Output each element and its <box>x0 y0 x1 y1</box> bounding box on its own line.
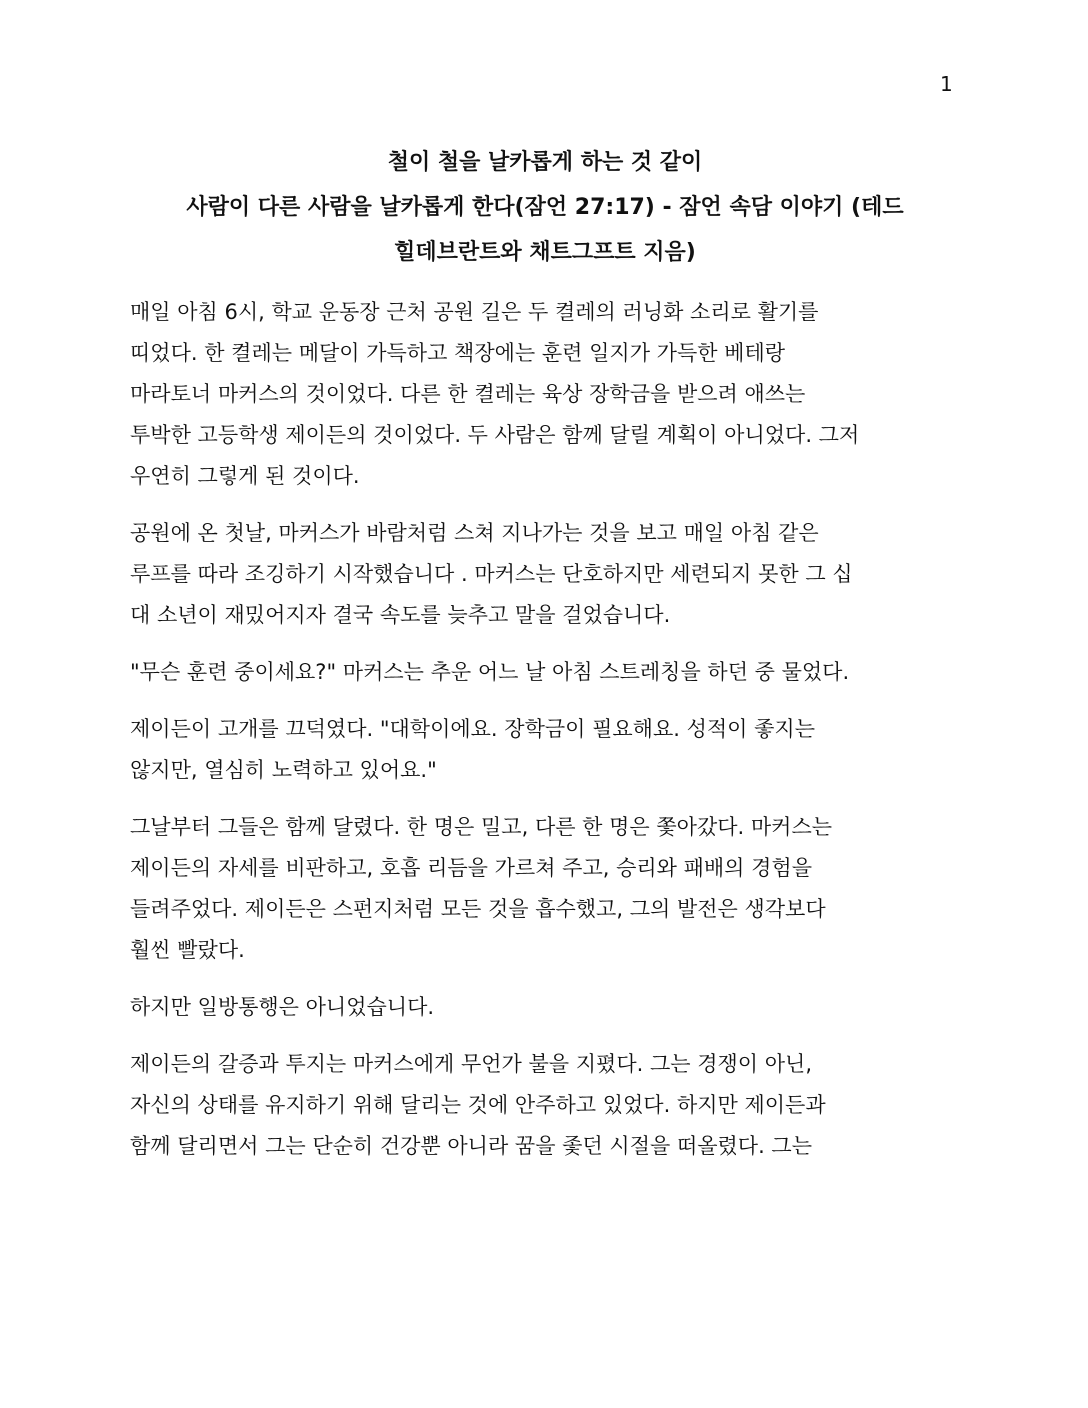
paragraph-4 <box>130 709 960 791</box>
paragraph-7 <box>130 1044 960 1167</box>
text-line: 하지만 일방통행은 아니었습니다. <box>130 995 435 1019</box>
text-line: "무슨 훈련 중이세요?" 마커스는 추운 어느 날 아침 스트레칭을 하던 중 물었다. <box>130 660 850 684</box>
text-line: 않지만, 열심히 노력하고 있어요." <box>130 758 437 782</box>
text-line: 공원에 온 첫날, 마커스가 바람처럼 스쳐 지나가는 것을 보고 매일 아침 같은 <box>130 521 819 545</box>
text-line: 자신의 상태를 유지하기 위해 달리는 것에 안주하고 있었다. 하지만 제이든과 <box>130 1093 826 1117</box>
paragraph-5 <box>130 807 960 971</box>
document-title <box>130 140 960 275</box>
paragraph-2 <box>130 513 960 636</box>
text-line: 우연히 그렇게 된 것이다. <box>130 464 360 488</box>
text-line: 투박한 고등학생 제이든의 것이었다. 두 사람은 함께 달릴 계획이 아니었다. 그저 <box>130 423 860 447</box>
paragraph-3 <box>130 652 960 693</box>
document-body <box>130 292 960 1183</box>
page-number: 1 <box>940 72 953 96</box>
paragraph-6 <box>130 987 960 1028</box>
text-line: 들려주었다. 제이든은 스펀지처럼 모든 것을 흡수했고, 그의 발전은 생각보다 <box>130 897 826 921</box>
text-line: 매일 아침 6시, 학교 운동장 근처 공원 길은 두 켤레의 러닝화 소리로 활기를 <box>130 300 819 324</box>
text-line: 대 소년이 재밌어지자 결국 속도를 늦추고 말을 걸었습니다. <box>130 603 671 627</box>
text-line: 띠었다. 한 켤레는 메달이 가득하고 책장에는 훈련 일지가 가득한 베테랑 <box>130 341 786 365</box>
text-line: 제이든의 자세를 비판하고, 호흡 리듬을 가르쳐 주고, 승리와 패배의 경험을 <box>130 856 813 880</box>
paragraph-1 <box>130 292 960 497</box>
text-line: 훨씬 빨랐다. <box>130 938 245 962</box>
title-line: 사람이 다른 사람을 날카롭게 한다(잠언 27:17) - 잠언 속담 이야기 (테드 <box>186 195 904 220</box>
text-line: 그날부터 그들은 함께 달렸다. 한 명은 밀고, 다른 한 명은 쫓아갔다. 마커스는 <box>130 815 833 839</box>
text-line: 제이든이 고개를 끄덕였다. "대학이에요. 장학금이 필요해요. 성적이 좋지는 <box>130 717 815 741</box>
text-line: 함께 달리면서 그는 단순히 건강뿐 아니라 꿈을 좇던 시절을 떠올렸다. 그는 <box>130 1134 813 1158</box>
title-line: 힐데브란트와 채트그프트 지음) <box>394 240 696 265</box>
text-line: 마라토너 마커스의 것이었다. 다른 한 켤레는 육상 장학금을 받으려 애쓰는 <box>130 382 806 406</box>
text-line: 루프를 따라 조깅하기 시작했습니다 . 마커스는 단호하지만 세련되지 못한 그 십 <box>130 562 853 586</box>
text-line: 제이든의 갈증과 투지는 마커스에게 무언가 불을 지폈다. 그는 경쟁이 아닌, <box>130 1052 813 1076</box>
title-line: 철이 철을 날카롭게 하는 것 같이 <box>387 150 703 175</box>
